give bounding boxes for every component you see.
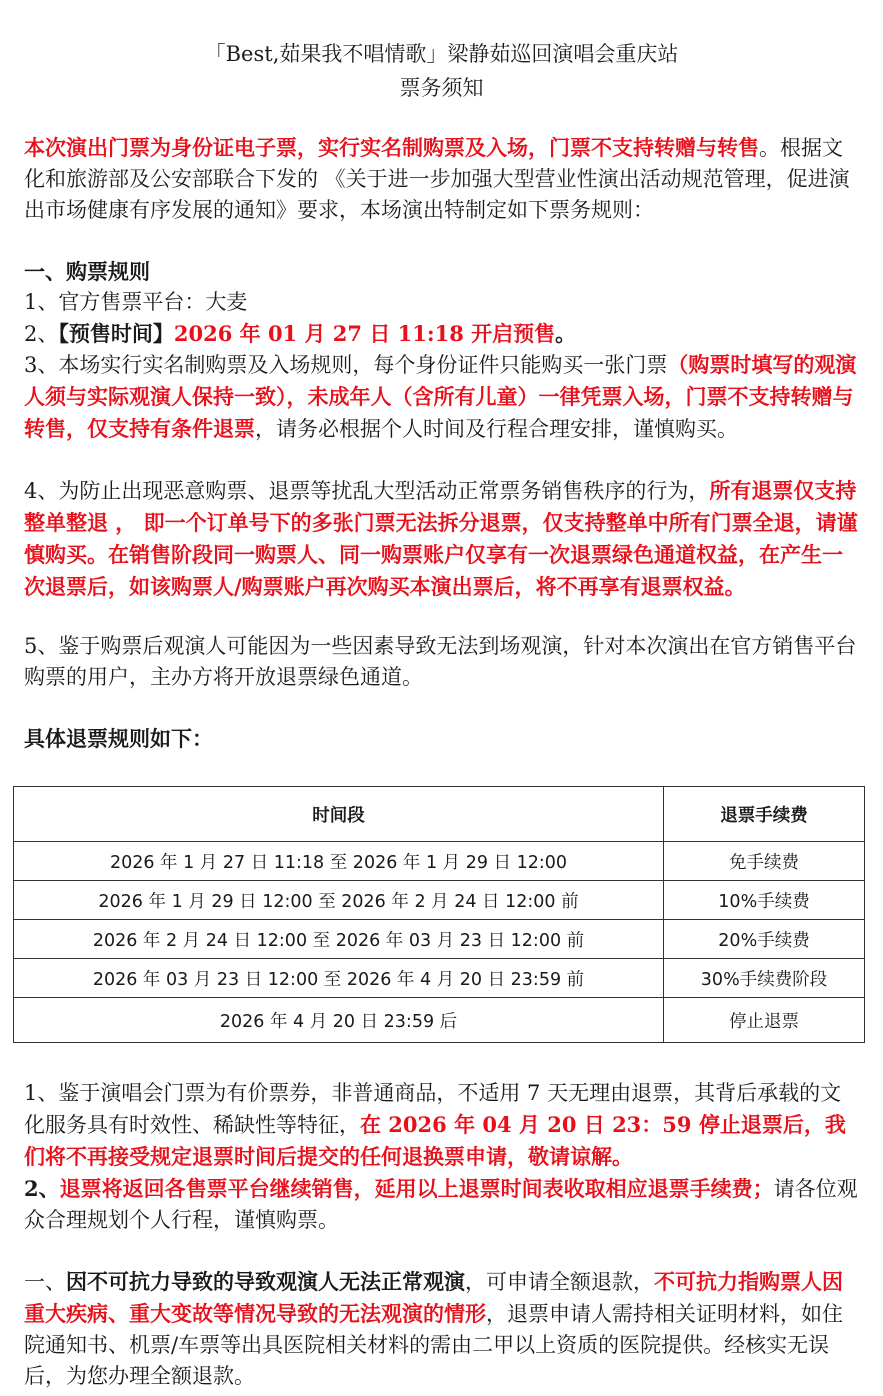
force-red-text: 不可抗力指购票人因重大疾病、重大变故等情况导致的无法观演的情形 <box>24 1269 843 1326</box>
concert-title: 「Best,茹果我不唱情歌」梁静茹巡回演唱会重庆站 <box>204 42 679 66</box>
header-fee: 退票手续费 <box>664 787 865 842</box>
table-header-row <box>14 787 865 842</box>
rule2-label: 【预售时间】 <box>58 321 174 346</box>
rule3-red-text: （购票时填写的观演人须与实际观演人保持一致），未成年人（含所有儿童）一律凭票入场，门票不支持转赠与转售，仅支持有条件退票 <box>24 352 857 441</box>
period-cell: 2026 年 2 月 24 日 12:00 至 2026 年 03 月 23 日 12:00 前 <box>14 920 664 959</box>
after2-red-text: 退票将返回各售票平台继续销售，延用以上退票时间表收取相应退票手续费； <box>59 1176 774 1201</box>
rule4-text: 4、为防止出现恶意购票、退票等扰乱大型活动正常票务销售秩序的行为， <box>24 479 710 503</box>
intro-text: 。根据文化和旅游部及公安部联合下发的 《关于进一步加强大型营业性演出活动规范管理，促进演出市场健康有序发展的通知》要求，本场演出特制定如下票务规则： <box>24 136 850 222</box>
note-no-seven-day-refund <box>24 1078 859 1173</box>
period-cell: 2026 年 1 月 29 日 12:00 至 2026 年 2 月 24 日 12:00 前 <box>14 881 664 920</box>
rule4-red-text: 所有退票仅支持整单整退 ， 即一个订单号下的多张门票无法拆分退票，仅支持整单中所有门票全退，请谨慎购买。在销售阶段同一购票人、同一购票账户仅享有一次退票绿色通道权益，在产生一次退票后，如该购票人/购票账户再次购买本演出票后，将不再享有退票权益。 <box>24 478 858 599</box>
table-row <box>14 920 865 959</box>
fee-cell: 免手续费 <box>664 842 865 881</box>
table-row <box>14 842 865 881</box>
refund-fee-table <box>13 786 865 1043</box>
rule3-text-b: ，请务必根据个人时间及行程合理安排，谨慎购买。 <box>255 417 738 441</box>
rule-real-name <box>24 349 859 445</box>
fee-cell: 20%手续费 <box>664 920 865 959</box>
after2-text: 请各位观众合理规划个人行程，谨慎购票。 <box>24 1177 858 1232</box>
fee-cell: 停止退票 <box>664 998 865 1043</box>
rule-green-channel: 5、鉴于购票后观演人可能因为一些因素导致无法到场观演，针对本次演出在官方销售平台购票的用户，主办方将开放退票绿色通道。 <box>24 634 857 689</box>
after2-prefix: 2、 <box>24 1176 60 1201</box>
fee-cell: 30%手续费阶段 <box>664 959 865 998</box>
force-bold-text: 因不可抗力导致的导致观演人无法正常观演 <box>66 1269 465 1294</box>
force-prefix: 一、 <box>24 1270 66 1294</box>
rule-refund-order <box>24 475 859 603</box>
period-cell: 2026 年 1 月 27 日 11:18 至 2026 年 1 月 29 日 12:00 <box>14 842 664 881</box>
rule-presale-time <box>24 318 859 350</box>
note-resale <box>24 1173 859 1236</box>
rule2-presale-date: 2026 年 01 月 27 日 11:18 开启预售 <box>173 321 556 346</box>
force-text-a: ，可申请全额退款， <box>465 1270 654 1294</box>
table-row <box>14 881 865 920</box>
period-cell: 2026 年 4 月 20 日 23:59 后 <box>14 998 664 1043</box>
period-cell: 2026 年 03 月 23 日 12:00 至 2026 年 4 月 20 日 23:59 前 <box>14 959 664 998</box>
rule2-prefix: 2、 <box>24 322 59 346</box>
section-purchase-heading: 一、购票规则 <box>24 259 150 284</box>
rule2-suffix: 。 <box>555 321 577 346</box>
after1-red-text: 在 2026 年 04 月 20 日 23：59 停止退票后，我们将不再接受规定退票时间后提交的任何退换票申请，敬请谅解。 <box>24 1112 846 1169</box>
fee-cell: 10%手续费 <box>664 881 865 920</box>
force-majeure-paragraph <box>24 1266 859 1392</box>
intro-paragraph <box>24 132 859 226</box>
table-row <box>14 998 865 1043</box>
rule3-text-a: 3、本场实行实名制购票及入场规则，每个身份证件只能购买一张门票 <box>24 353 668 377</box>
rule-official-platform: 1、官方售票平台：大麦 <box>24 290 248 314</box>
table-row <box>14 959 865 998</box>
after1-text: 1、鉴于演唱会门票为有价票券，非普通商品，不适用 7 天无理由退票，其背后承载的文化服务具有时效性、稀缺性等特征， <box>24 1081 842 1137</box>
header-period: 时间段 <box>14 787 664 842</box>
refund-rules-heading: 具体退票规则如下： <box>24 726 213 751</box>
intro-red-text: 本次演出门票为身份证电子票，实行实名制购票及入场，门票不支持转赠与转售 <box>24 135 759 160</box>
notice-subtitle: 票务须知 <box>399 76 484 100</box>
force-text-b: ，退票申请人需持相关证明材料，如住院通知书、机票/车票等出具医院相关材料的需由二甲以上资质的医院提供。经核实无误后，为您办理全额退款。 <box>24 1302 843 1388</box>
